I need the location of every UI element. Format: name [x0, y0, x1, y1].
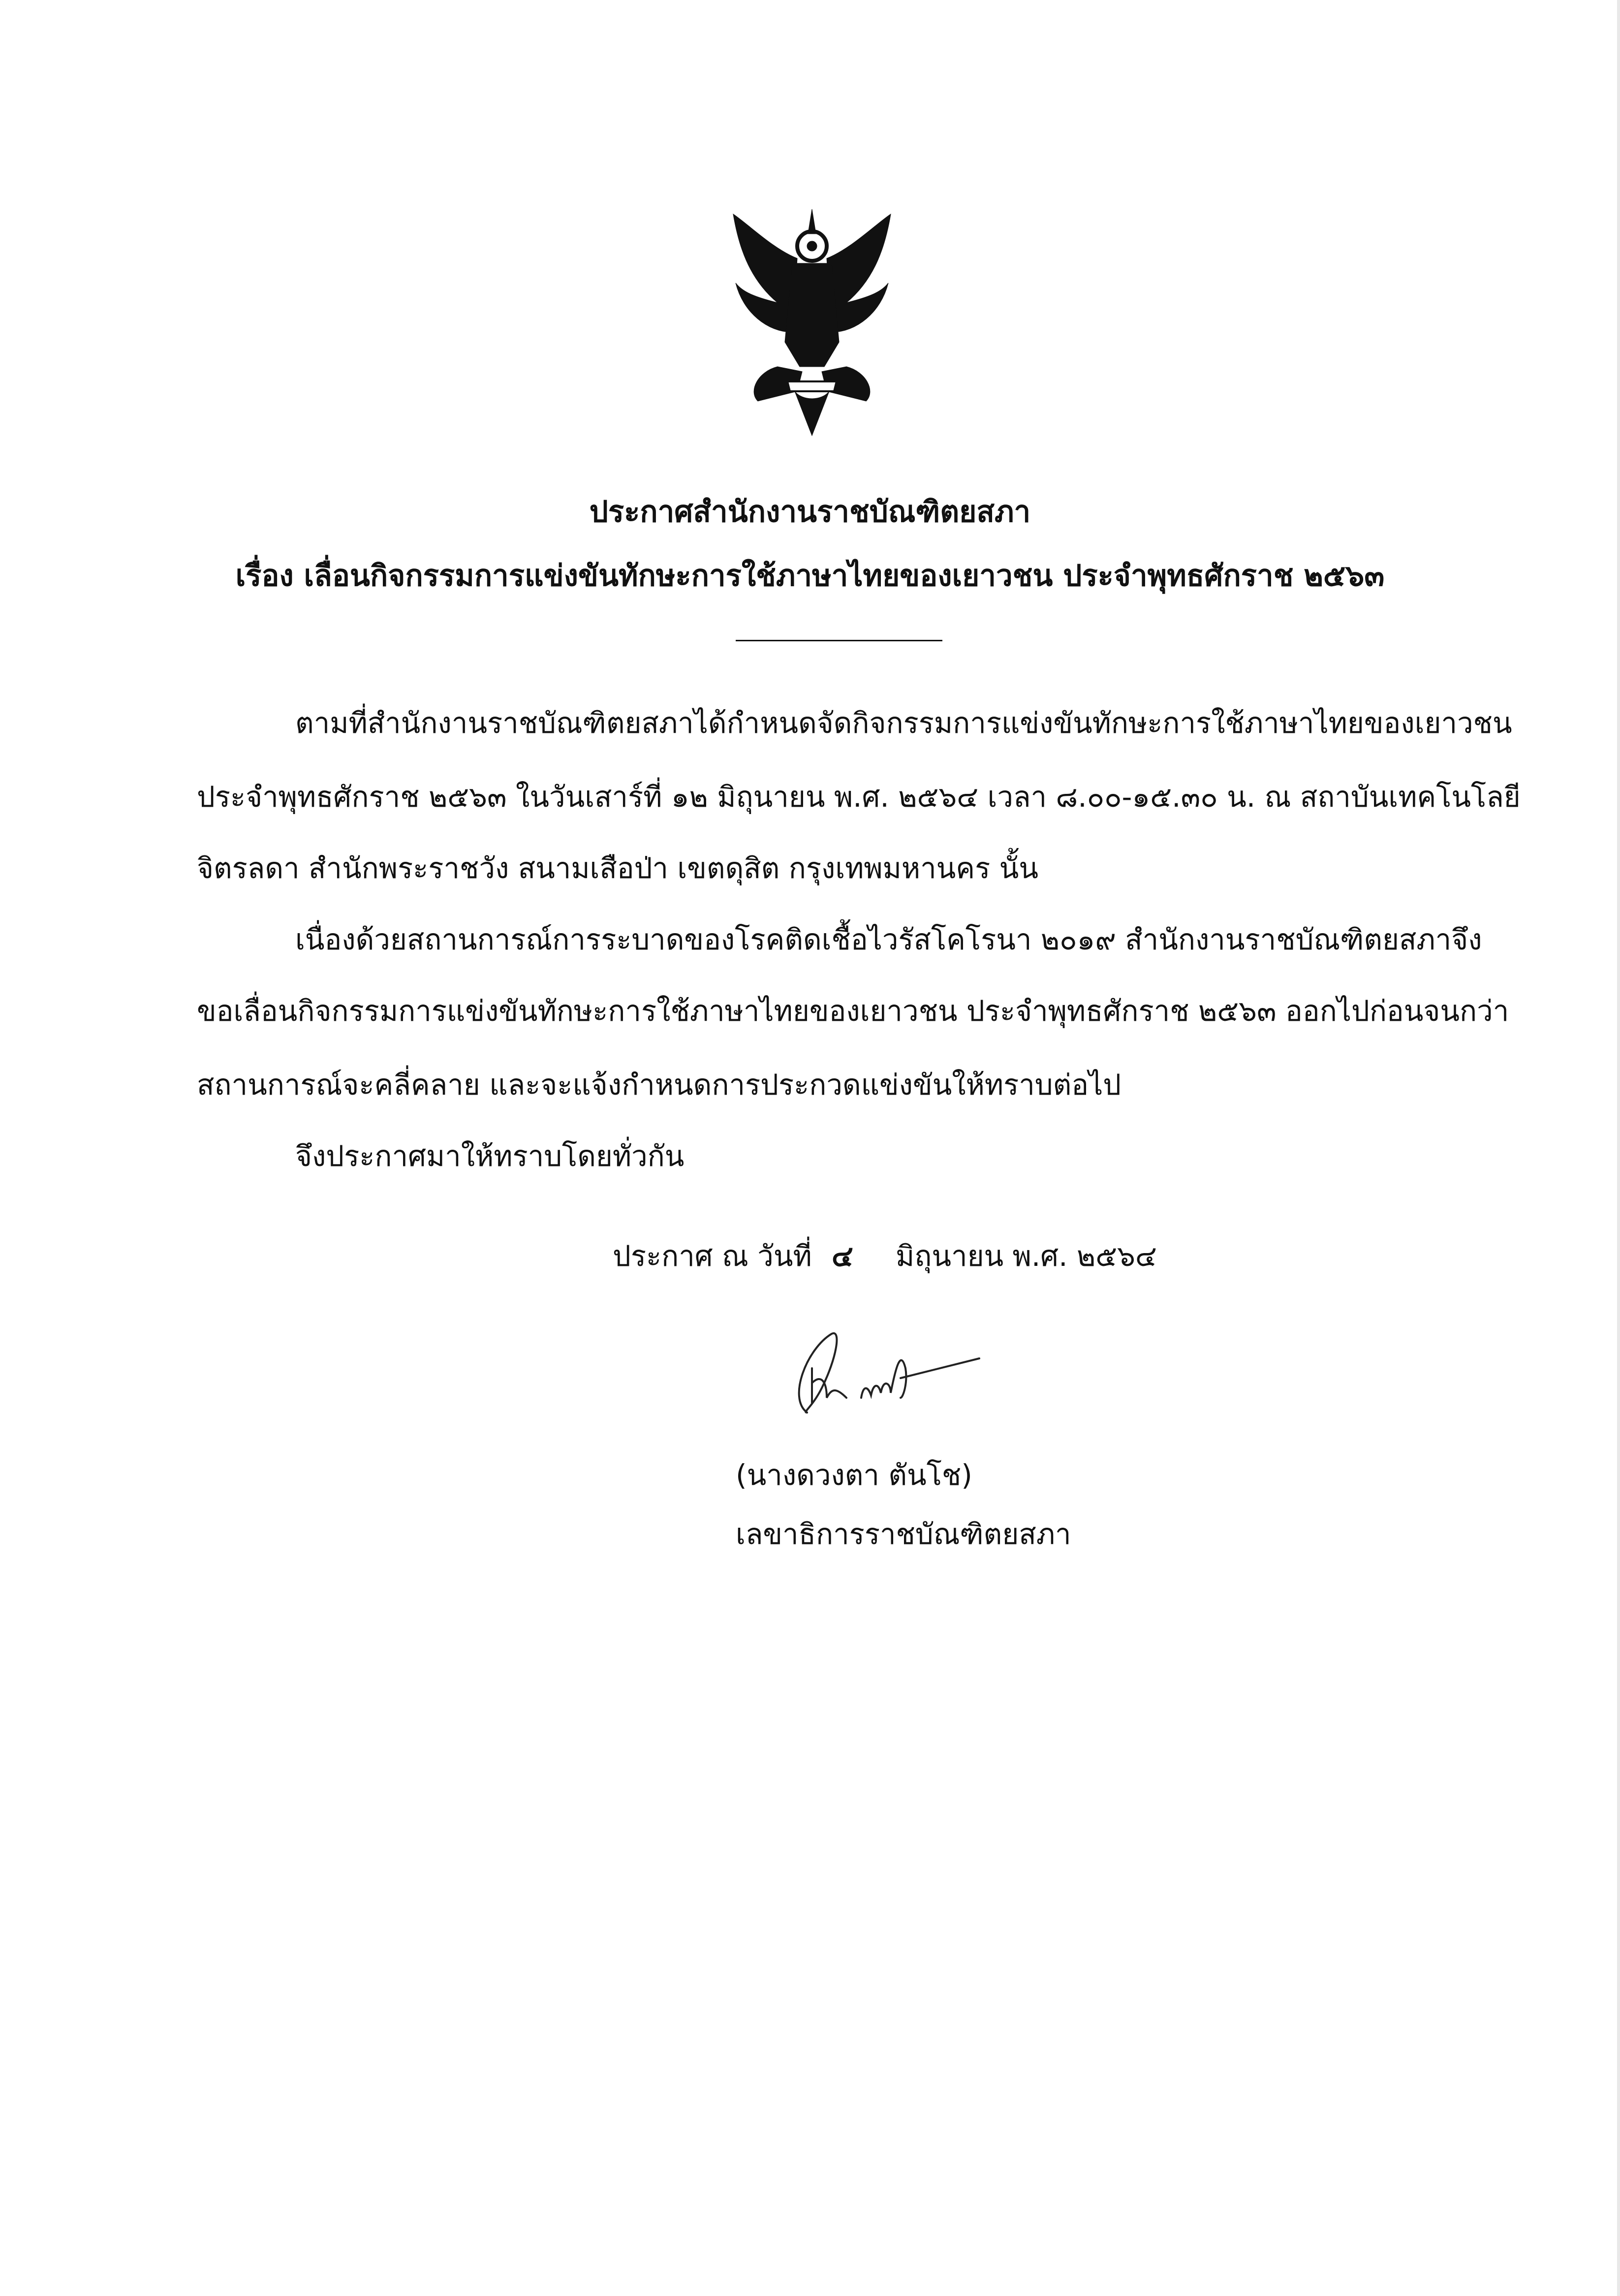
- title-divider: [736, 640, 942, 641]
- paragraph-1-line: ตามที่สำนักงานราชบัณฑิตยสภาได้กำหนดจัดกิจกรรมการแข่งขันทักษะการใช้ภาษาไทยของเยาวชน: [295, 706, 1512, 740]
- scan-edge: [1617, 0, 1620, 2296]
- date-day: ๔: [832, 1239, 853, 1273]
- paragraph-2-line: สถานการณ์จะคลี่คลาย และจะแจ้งกำหนดการประกวดแข่งขันให้ทราบต่อไป: [197, 1068, 1122, 1101]
- paragraph-2-line: เนื่องด้วยสถานการณ์การระบาดของโรคติดเชื้อไวรัสโคโรนา ๒๐๑๙ สำนักงานราชบัณฑิตยสภาจึง: [295, 923, 1482, 956]
- garuda-emblem-icon: [728, 204, 896, 440]
- date-prefix: ประกาศ ณ วันที่: [613, 1239, 812, 1273]
- handwritten-signature-icon: [778, 1329, 1014, 1417]
- announcement-title: ประกาศสำนักงานราชบัณฑิตยสภา: [589, 495, 1031, 529]
- announcement-subject: เรื่อง เลื่อนกิจกรรมการแข่งขันทักษะการใช้ภาษาไทยของเยาวชน ประจำพุทธศักราช ๒๕๖๓: [235, 559, 1385, 593]
- paragraph-2-line: ขอเลื่อนกิจกรรมการแข่งขันทักษะการใช้ภาษาไทยของเยาวชน ประจำพุทธศักราช ๒๕๖๓ ออกไปก่อนจนกว่า: [197, 994, 1509, 1028]
- signer-name: (นางดวงตา ตันโช): [736, 1458, 972, 1492]
- signer-title: เลขาธิการราชบัณฑิตยสภา: [736, 1517, 1071, 1551]
- paragraph-1-line: จิตรลดา สำนักพระราชวัง สนามเสือป่า เขตดุสิต กรุงเทพมหานคร นั้น: [197, 851, 1038, 885]
- paragraph-1-line: ประจำพุทธศักราช ๒๕๖๓ ในวันเสาร์ที่ ๑๒ มิถุนายน พ.ศ. ๒๕๖๔ เวลา ๘.๐๐-๑๕.๓๐ น. ณ สถาบันเทคโนโลยี: [197, 780, 1521, 814]
- closing-statement: จึงประกาศมาให้ทราบโดยทั่วกัน: [295, 1139, 685, 1173]
- date-suffix: มิถุนายน พ.ศ. ๒๕๖๔: [896, 1239, 1157, 1273]
